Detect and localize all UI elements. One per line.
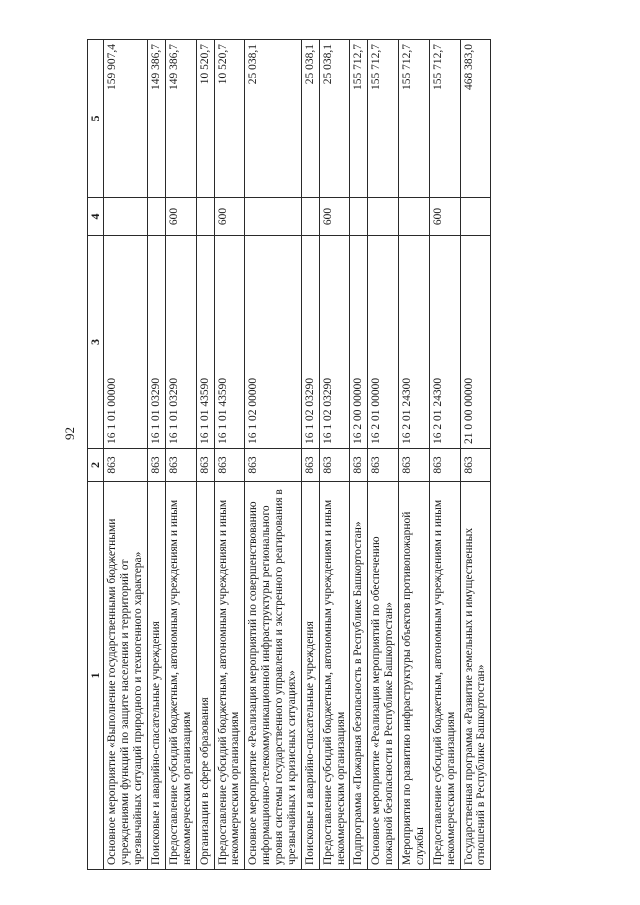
row-code-cell: 863 — [165, 449, 196, 482]
row-name-cell: Организации в сфере образования — [196, 482, 214, 870]
row-name-cell: Предоставление субсидий бюджетным, автономным учреждениям и иным некоммерческим организациям — [165, 482, 196, 870]
row-sum-cell: 25 038,1 — [319, 40, 350, 198]
table-row — [319, 40, 350, 870]
row-sum-cell: 25 038,1 — [301, 40, 319, 198]
row-name-cell: Мероприятия по развитию инфраструктуры объектов противопожарной службы — [399, 482, 430, 870]
row-vr-cell — [196, 198, 214, 236]
row-sum-cell: 25 038,1 — [245, 40, 302, 198]
page-number: 92 — [62, 427, 77, 440]
row-sum-cell: 10 520,7 — [196, 40, 214, 198]
table-row — [368, 40, 399, 870]
row-vr-cell: 600 — [429, 198, 460, 236]
row-vr-cell — [245, 198, 302, 236]
row-sum-cell: 155 712,7 — [350, 40, 368, 198]
row-code-cell: 863 — [399, 449, 430, 482]
table-row — [460, 40, 491, 870]
row-name-cell: Основное мероприятие «Реализация мероприятий по обеспечению пожарной безопасности в Республике Башкортостан» — [368, 482, 399, 870]
row-kbk-cell: 16 2 01 24300 — [399, 236, 430, 449]
column-header-3: 3 — [88, 236, 104, 449]
column-header-4: 4 — [88, 198, 104, 236]
row-code-cell: 863 — [350, 449, 368, 482]
row-sum-cell: 155 712,7 — [399, 40, 430, 198]
row-code-cell: 863 — [196, 449, 214, 482]
row-vr-cell: 600 — [214, 198, 245, 236]
row-name-cell: Основное мероприятие «Реализация мероприятий по совершенствованию информационно-телекоммуникационной инфраструктуры регионального уровня системы государственного управления и экстренного реагирования в чрезвычайных и кризисных ситуациях» — [245, 482, 302, 870]
row-kbk-cell: 21 0 00 00000 — [460, 236, 491, 449]
row-sum-cell: 159 907,4 — [104, 40, 148, 198]
table-row — [429, 40, 460, 870]
row-sum-cell: 155 712,7 — [429, 40, 460, 198]
row-name-cell: Основное мероприятие «Выполнение государственными бюджетными учреждениями функций по защите населения и территорий от чрезвычайных ситуаций природного и техногенного характера» — [104, 482, 148, 870]
column-header-2: 2 — [88, 449, 104, 482]
row-vr-cell: 600 — [165, 198, 196, 236]
row-name-cell: Предоставление субсидий бюджетным, автономным учреждениям и иным некоммерческим организациям — [429, 482, 460, 870]
column-header-1: 1 — [88, 482, 104, 870]
row-kbk-cell: 16 1 01 03290 — [165, 236, 196, 449]
row-vr-cell — [148, 198, 166, 236]
rotated-table-wrapper — [87, 40, 565, 870]
row-sum-cell: 468 383,0 — [460, 40, 491, 198]
row-name-cell: Поисковые и аварийно-спасательные учреждения — [301, 482, 319, 870]
row-code-cell: 863 — [245, 449, 302, 482]
row-kbk-cell: 16 2 01 24300 — [429, 236, 460, 449]
row-code-cell: 863 — [319, 449, 350, 482]
row-kbk-cell: 16 1 01 00000 — [104, 236, 148, 449]
row-vr-cell — [104, 198, 148, 236]
header-row — [88, 40, 104, 870]
table-row — [350, 40, 368, 870]
row-name-cell: Подпрограмма «Пожарная безопасность в Республике Башкортостан» — [350, 482, 368, 870]
table-row — [214, 40, 245, 870]
row-sum-cell: 155 712,7 — [368, 40, 399, 198]
table-row — [399, 40, 430, 870]
row-kbk-cell: 16 2 00 00000 — [350, 236, 368, 449]
row-kbk-cell: 16 1 01 03290 — [148, 236, 166, 449]
table-row — [104, 40, 148, 870]
row-code-cell: 863 — [460, 449, 491, 482]
row-vr-cell — [350, 198, 368, 236]
row-vr-cell — [460, 198, 491, 236]
table-row — [148, 40, 166, 870]
row-kbk-cell: 16 2 01 00000 — [368, 236, 399, 449]
table-row — [301, 40, 319, 870]
table-row — [196, 40, 214, 870]
row-vr-cell: 600 — [319, 198, 350, 236]
row-code-cell: 863 — [104, 449, 148, 482]
row-sum-cell: 149 386,7 — [148, 40, 166, 198]
row-code-cell: 863 — [429, 449, 460, 482]
row-kbk-cell: 16 1 02 00000 — [245, 236, 302, 449]
row-vr-cell — [368, 198, 399, 236]
table-row — [245, 40, 302, 870]
row-code-cell: 863 — [214, 449, 245, 482]
row-kbk-cell: 16 1 02 03290 — [301, 236, 319, 449]
row-sum-cell: 10 520,7 — [214, 40, 245, 198]
row-kbk-cell: 16 1 01 43590 — [196, 236, 214, 449]
table-row — [165, 40, 196, 870]
row-code-cell: 863 — [148, 449, 166, 482]
row-vr-cell — [399, 198, 430, 236]
row-name-cell: Государственная программа «Развитие земельных и имущественных отношений в Республике Башкортостан» — [460, 482, 491, 870]
row-sum-cell: 149 386,7 — [165, 40, 196, 198]
row-vr-cell — [301, 198, 319, 236]
row-kbk-cell: 16 1 01 43590 — [214, 236, 245, 449]
row-name-cell: Предоставление субсидий бюджетным, автономным учреждениям и иным некоммерческим организациям — [319, 482, 350, 870]
row-code-cell: 863 — [301, 449, 319, 482]
row-name-cell: Предоставление субсидий бюджетным, автономным учреждениям и иным некоммерческим организациям — [214, 482, 245, 870]
row-code-cell: 863 — [368, 449, 399, 482]
column-header-5: 5 — [88, 40, 104, 198]
budget-table — [87, 39, 491, 870]
row-kbk-cell: 16 1 02 03290 — [319, 236, 350, 449]
row-name-cell: Поисковые и аварийно-спасательные учреждения — [148, 482, 166, 870]
